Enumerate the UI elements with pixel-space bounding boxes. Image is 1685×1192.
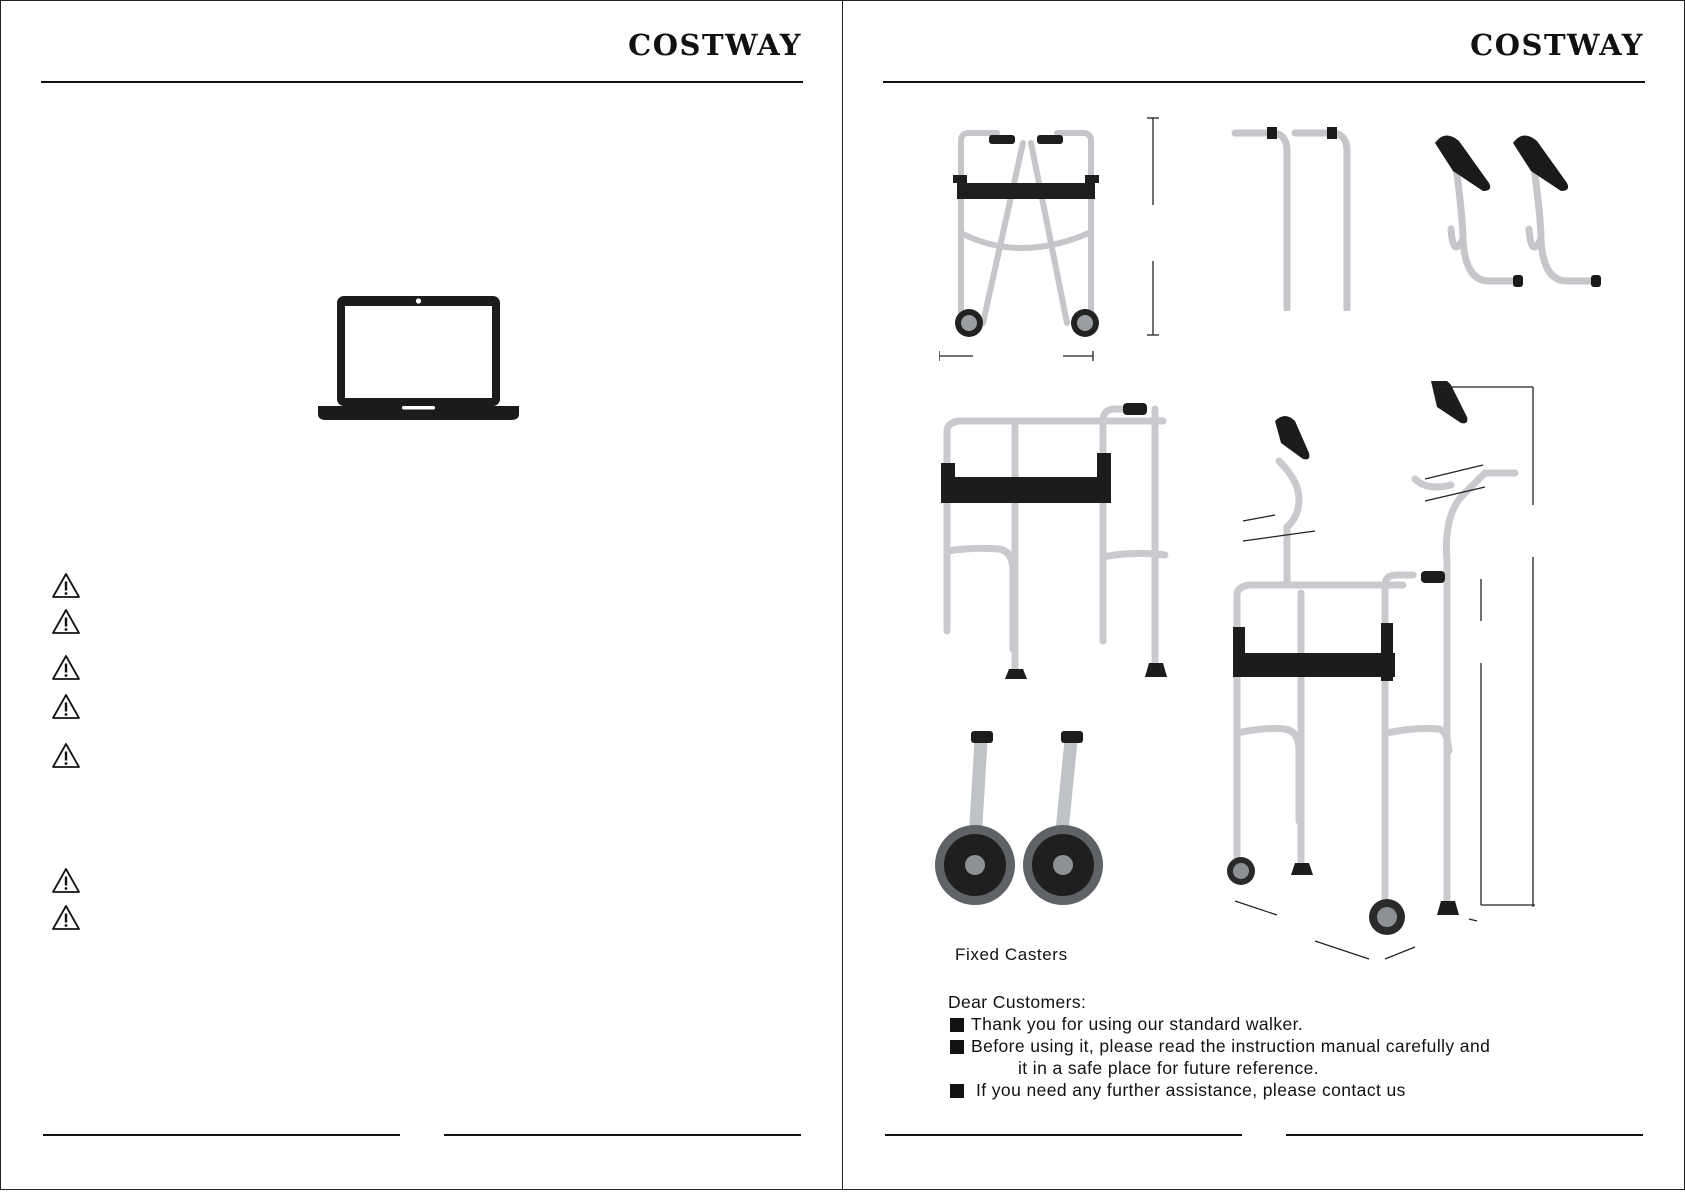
customer-notice xyxy=(948,992,1648,1102)
notice-continuation: it in a safe place for future reference. xyxy=(1018,1058,1320,1078)
footer-rule-right xyxy=(444,1134,801,1136)
handle-tubes-image xyxy=(1231,121,1361,311)
armrests-image xyxy=(1433,129,1613,299)
notice-item: If you need any further assistance, please contact us xyxy=(948,1080,1648,1102)
warning-icon xyxy=(51,693,81,720)
folded-walker-image xyxy=(939,113,1179,365)
bullet-square xyxy=(950,1084,964,1098)
footer-rule-right xyxy=(1286,1134,1643,1136)
brand-logo: COSTWAY xyxy=(628,28,802,62)
warning-icon xyxy=(51,572,81,599)
bullet-square xyxy=(950,1040,964,1054)
notice-item: Before using it, please read the instruction manual carefully and xyxy=(948,1036,1648,1058)
warning-icon xyxy=(51,867,81,894)
right-page xyxy=(842,0,1685,1190)
brand-logo: COSTWAY xyxy=(1470,28,1644,62)
warning-icon xyxy=(51,742,81,769)
warning-icon xyxy=(51,654,81,681)
header-rule xyxy=(883,81,1645,83)
header-rule xyxy=(41,81,803,83)
warning-icon xyxy=(51,904,81,931)
notice-item: Thank you for using our standard walker. xyxy=(948,1014,1648,1036)
warning-icon xyxy=(51,608,81,635)
standard-walker-image xyxy=(933,401,1203,716)
laptop-icon xyxy=(318,296,519,422)
fixed-casters-caption: Fixed Casters xyxy=(955,945,1068,964)
notice-greeting: Dear Customers: xyxy=(948,992,1087,1012)
forearm-walker-image xyxy=(1215,381,1535,967)
left-page xyxy=(0,0,843,1190)
bullet-square xyxy=(950,1018,964,1032)
fixed-casters-image xyxy=(933,731,1133,921)
footer-rule-left xyxy=(885,1134,1242,1136)
footer-rule-left xyxy=(43,1134,400,1136)
